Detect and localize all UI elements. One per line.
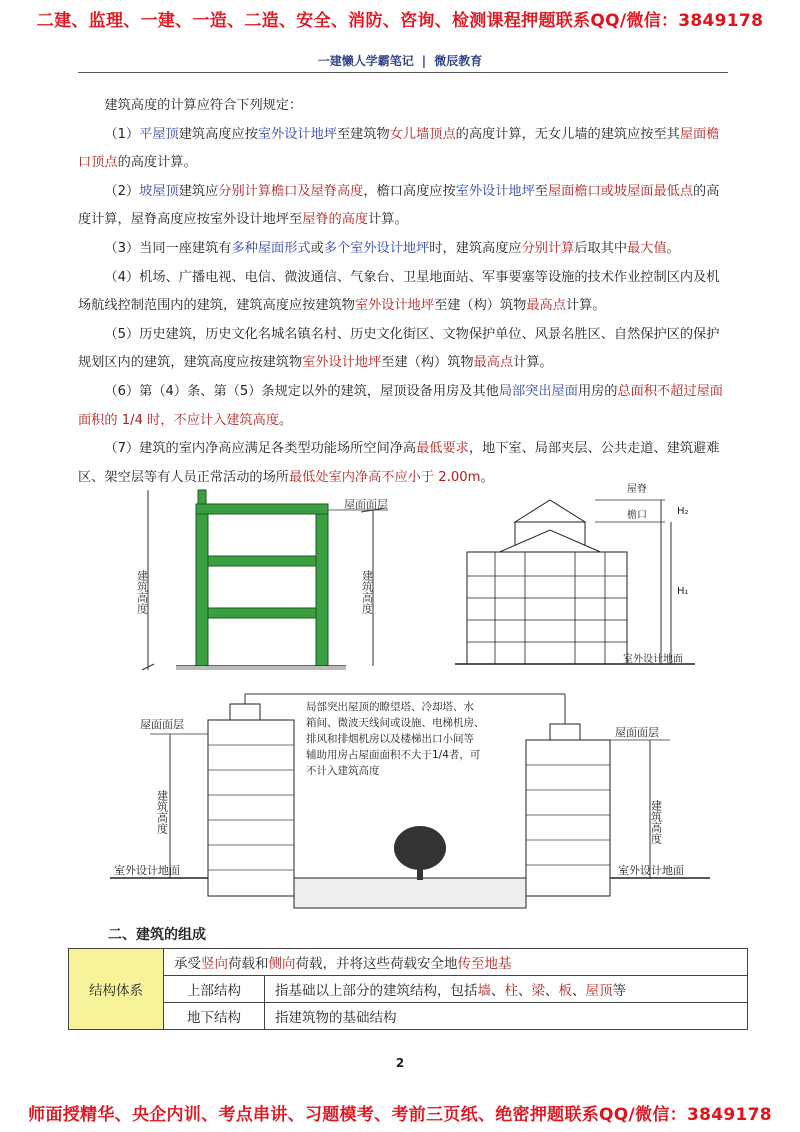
composition-table <box>68 948 748 1030</box>
svg-text:局部突出屋顶的瞭望塔、冷却塔、水: 局部突出屋顶的瞭望塔、冷却塔、水 <box>306 701 474 713</box>
left-tower <box>208 720 294 896</box>
category-cell: 结构体系 <box>69 949 164 1030</box>
rooftop-note <box>306 700 485 777</box>
roof-beam <box>196 504 328 514</box>
svg-text:辅助用房占屋面面积不大于1/4者，可: 辅助用房占屋面面积不大于1/4者，可 <box>306 749 481 761</box>
right-tower <box>526 740 610 896</box>
h1-label: H₁ <box>677 586 689 597</box>
roof-label-right: 屋面面层 <box>615 726 659 739</box>
row2-desc: 指基础以上部分的建筑结构，包括墙、柱、梁、板、屋顶等 <box>265 976 748 1003</box>
roof-layer-label: 屋面面层 <box>344 498 388 511</box>
height-label-right: 建筑高度 <box>360 570 374 614</box>
rule-2: （2）坡屋顶建筑应分别计算檐口及屋脊高度，檐口高度应按室外设计地坪至屋面檐口或坡屋面最低点的高度计算，屋脊高度应按室外设计地坪至屋脊的高度计算。 <box>78 183 720 228</box>
left-rooftop-room <box>230 704 260 720</box>
row3-name: 地下结构 <box>164 1003 265 1030</box>
garage-podium <box>294 878 526 908</box>
section-title: 二、建筑的组成 <box>108 927 206 943</box>
page-header <box>0 52 800 69</box>
height-label-left: 建筑高度 <box>136 570 149 614</box>
header-rule <box>78 72 728 73</box>
rule-1: （1）平屋顶建筑高度应按室外设计地坪至建筑物女儿墙顶点的高度计算，无女儿墙的建筑应按至其屋面檐口顶点的高度计算。 <box>78 126 720 171</box>
parapet <box>198 490 206 504</box>
upper-gable <box>515 500 585 522</box>
svg-text:不计入建筑高度: 不计入建筑高度 <box>306 765 380 777</box>
page-number: 2 <box>395 1056 405 1070</box>
h2-label: H₂ <box>677 506 689 517</box>
rule-7: （7）建筑的室内净高应满足各类型功能场所空间净高最低要求，地下室、局部夹层、公共走道、建筑避难区、架空层等有人员正常活动的场所最低处室内净高不应小于 2.00m。 <box>78 441 720 485</box>
flat-roof-frame-figure <box>136 482 396 678</box>
tree-icon <box>394 826 446 870</box>
left-column <box>196 504 208 666</box>
rule-4: （4）机场、广播电视、电信、微波通信、气象台、卫星地面站、军事要塞等设施的技术作业控制区内及机场航线控制范围内的建筑，建筑高度应按建筑物室外设计地坪至建（构）筑物最高点计算。 <box>78 269 720 314</box>
header-right: 微辰教育 <box>434 54 483 68</box>
header-left: 一建懒人学霸笔记 <box>317 54 414 68</box>
lower-gable <box>495 530 605 554</box>
ground-label-left: 室外设计地面 <box>114 864 180 877</box>
building-body <box>467 552 627 664</box>
top-banner: 二建、监理、一建、一造、二造、安全、消防、咨询、检测课程押题联系QQ/微信：3849178 <box>36 11 764 31</box>
intro-line: 建筑高度的计算应符合下列规定： <box>104 98 303 113</box>
sloped-roof-figure <box>455 482 705 678</box>
beam-1 <box>208 608 316 618</box>
ground-slab <box>176 666 346 670</box>
right-column <box>316 504 328 666</box>
right-rooftop-room <box>550 724 580 740</box>
bottom-banner: 师面授精华、央企内训、考点串讲、习题模考、考前三页纸、绝密押题联系QQ/微信：3849178 <box>28 1105 772 1125</box>
height-label-left: 建筑高度 <box>155 790 169 834</box>
rule-5: （5）历史建筑，历史文化名城名镇名村、历史文化街区、文物保护单位、风景名胜区、自然保护区的保护规划区内的建筑，建筑高度应按建筑物室外设计地坪至建（构）筑物最高点计算。 <box>78 326 720 371</box>
rule-3: （3）当同一座建筑有多种屋面形式或多个室外设计地坪时，建筑高度应分别计算后取其中最大值。 <box>104 240 680 256</box>
rules-content <box>78 92 730 492</box>
height-label-right: 建筑高度 <box>649 800 663 844</box>
beam-2 <box>208 556 316 566</box>
roof-label-left: 屋面面层 <box>140 718 184 731</box>
ground-label-right: 室外设计地面 <box>618 864 684 877</box>
header-separator: | <box>421 54 427 68</box>
row3-desc: 指建筑物的基础结构 <box>265 1003 748 1030</box>
row2-name: 上部结构 <box>164 976 265 1003</box>
row1-desc: 承受竖向荷载和侧向荷载，并将这些荷载安全地传至地基 <box>164 949 748 976</box>
eave-label: 檐口 <box>627 510 647 521</box>
svg-text:箱间、微波天线间或设施、电梯机房、: 箱间、微波天线间或设施、电梯机房、 <box>306 717 485 729</box>
rule-6: （6）第（4）条、第（5）条规定以外的建筑，屋顶设备用房及其他局部突出屋面用房的总面积不超过屋面面积的 1/4 时，不应计入建筑高度。 <box>78 383 723 428</box>
rooftop-structures-figure <box>110 690 710 918</box>
ground-label: 室外设计地面 <box>623 654 683 665</box>
svg-text:排风和排烟机房以及楼梯出口小间等: 排风和排烟机房以及楼梯出口小间等 <box>306 733 474 745</box>
ridge-label: 屋脊 <box>627 484 647 495</box>
